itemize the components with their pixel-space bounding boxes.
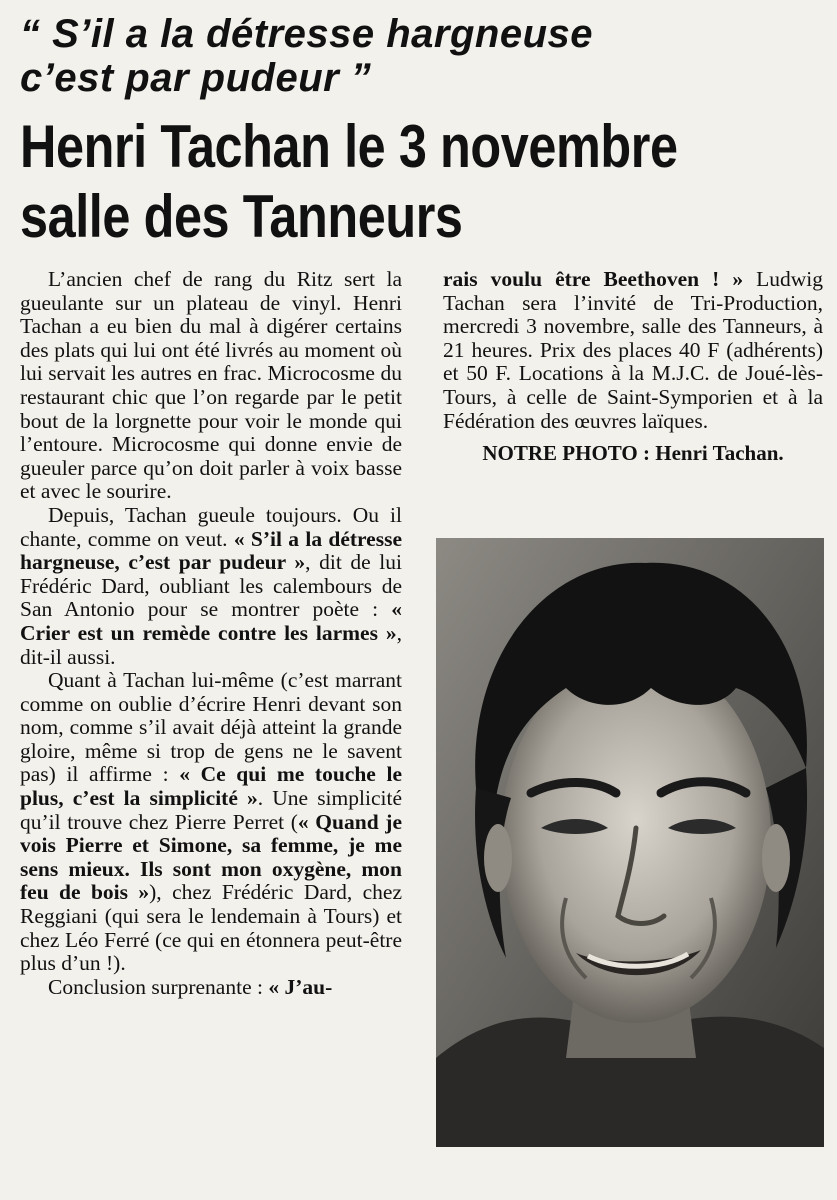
paragraph-2-text-c: , dit de lui Frédéric Dard, oubliant les calembours de San Antonio pour se montrer poète : — [20, 550, 403, 622]
frederic-dard-quote: « S’il a la détresse hargneuse, c’est par pudeur » — [20, 526, 403, 575]
kicker-quote — [20, 12, 820, 100]
paragraph-3-text-a: Quant à Tachan lui-même (c’est marrant comme on oublie d’écrire Henri devant son nom, comme s’il avait déjà atteint la grande gloire, même si trop de gens ne le savent pas) il affirme : — [20, 668, 402, 787]
kicker-line-2: c’est par pudeur ” — [20, 56, 372, 100]
headline-line-1: Henri Tachan le 3 novembre — [20, 113, 678, 180]
headline — [20, 112, 700, 252]
paragraph-3-text-c: . Une simplicité qu’il trouve chez Pierre Perret ( — [20, 786, 402, 834]
photo-caption: NOTRE PHOTO : Henri Tachan. — [482, 441, 784, 466]
pierre-perret-quote: « Quand je vois Pierre et Simone, sa femme, je me sens mieux. Ils sont mon oxygène, mon feu de bois » — [20, 809, 402, 905]
beethoven-quote-end: rais voulu être Beethoven ! » — [443, 267, 744, 291]
paragraph-2-text-e: , dit-il aussi. — [20, 620, 402, 669]
article-paragraph-2 — [20, 504, 402, 669]
headline-line-2: salle des Tanneurs — [20, 183, 463, 250]
paragraph-4-text-c: Ludwig Tachan sera l’invité de Tri-Production, mercredi 3 novembre, salle des Tanneurs, à 21 heures. Prix des places 40 F (adhérents) et 50 F. Locations à la M.J.C. de Joué-lès-Tours, à celle de Saint-Symporien et à la Fédération des œuvres laïques. — [443, 267, 824, 433]
kicker-line-1: “ S’il a la détresse hargneuse — [20, 12, 594, 56]
article-paragraph-1: L’ancien chef de rang du Ritz sert la gueulante sur un plateau de vinyl. Henri Tachan a eu bien du mal à digérer certains des plats qui lui ont été livrés au moment où lui servait les autres en frac. Microcosme du restaurant chic que l’on regarde par le petit bout de la lorgnette pour voir le monde qui l’entoure. Microcosme qui donne envie de gueuler parce qu’on doit parler à voix basse et avec le sourire. — [20, 267, 402, 504]
article-paragraph-4-continued — [443, 268, 823, 433]
beethoven-quote-start: « J’au- — [268, 974, 333, 999]
paragraph-3-text-e: ), chez Frédéric Dard, chez Reggiani (qui sera le lendemain à Tours) et chez Léo Ferré (ce qui en étonnera peut-être plus d’un !). — [20, 880, 402, 976]
article-column-left — [20, 268, 402, 999]
portrait-illustration — [436, 538, 824, 1147]
simplicite-quote: « Ce qui me touche le plus, c’est la simplicité » — [20, 762, 402, 811]
portrait-photo — [436, 538, 824, 1147]
article-column-right — [443, 268, 823, 465]
crier-quote: « Crier est un remède contre les larmes » — [20, 597, 402, 645]
article-paragraph-3 — [20, 669, 402, 976]
paragraph-4-text-a: Conclusion surprenante : — [48, 974, 269, 999]
paragraph-2-text-a: Depuis, Tachan gueule toujours. Ou il chante, comme on veut. — [20, 502, 402, 551]
article-paragraph-4-start — [20, 976, 402, 1000]
